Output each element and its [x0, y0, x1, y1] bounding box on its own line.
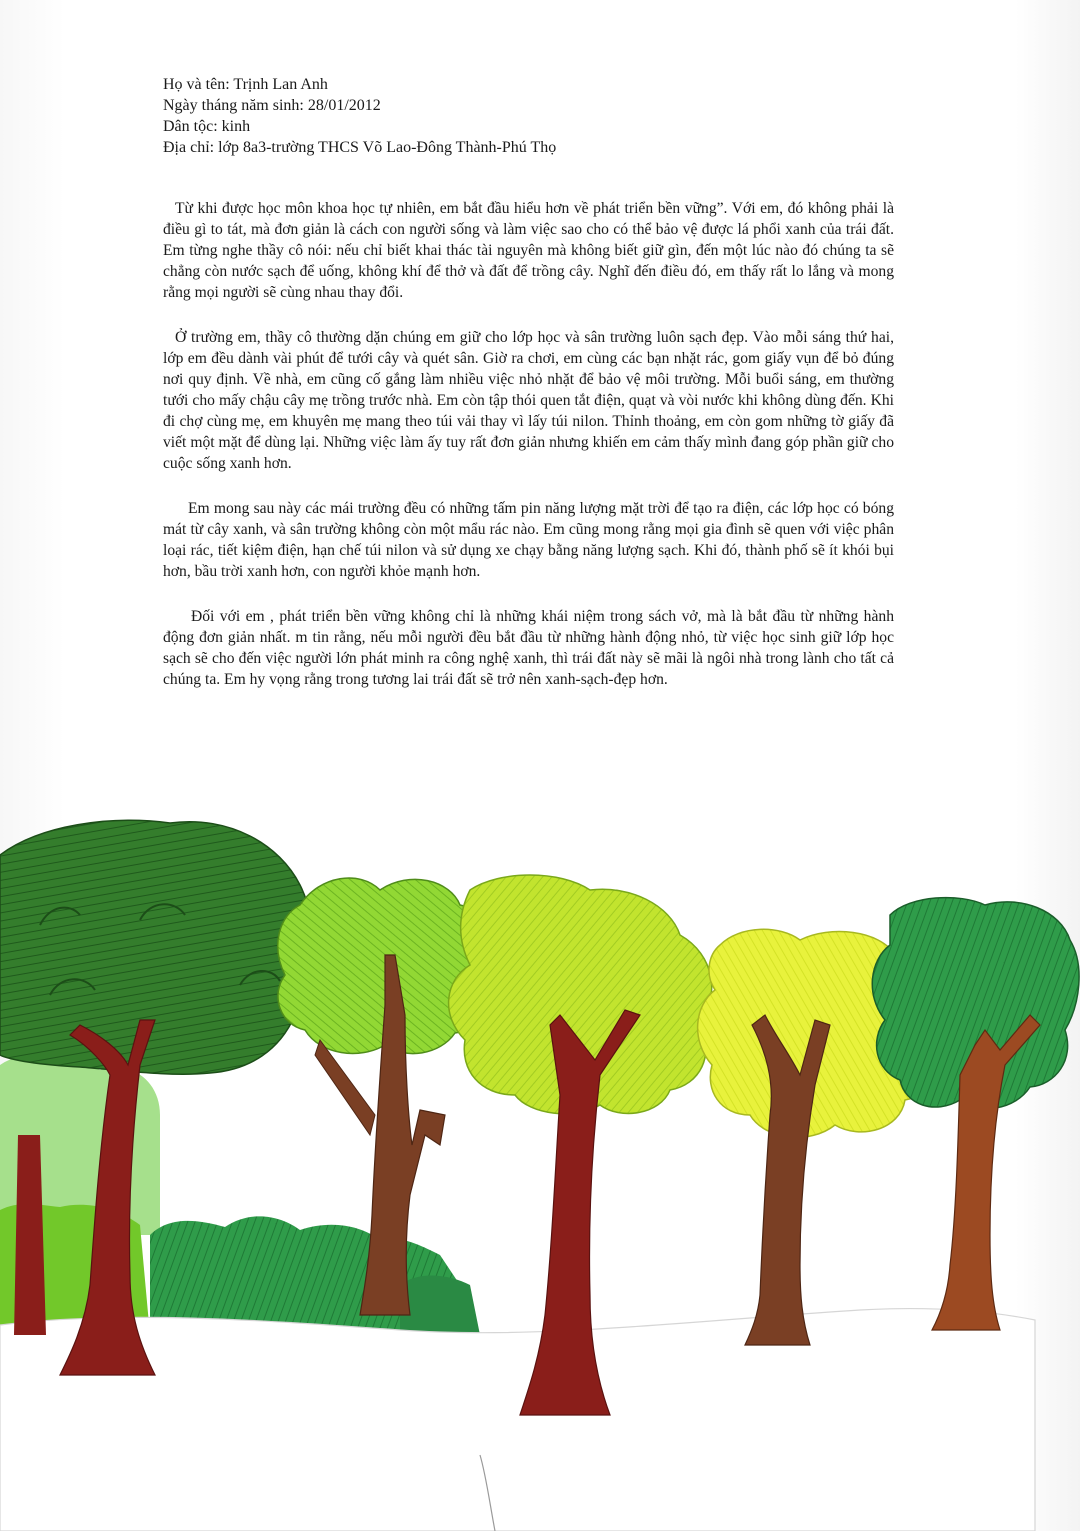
- tree-teal-green: [872, 898, 1079, 1330]
- forest-drawing: [0, 815, 1080, 1531]
- ground-hill: [0, 1309, 1035, 1531]
- essay-paragraph-2: Ở trường em, thầy cô thường dặn chúng em giữ cho lớp học và sân trường luôn sạch đẹp. Vào mỗi sáng thứ hai, lớp em đều dành vài phút để tưới cây và quét sân. Giờ ra chơi, em cùng các bạn nhặt rác, gom giấy vụn để bỏ đúng nơi quy định. Về nhà, em cũng cố gắng làm nhiều việc nhỏ nhặt để bảo vệ môi trường. Mỗi buổi sáng, em thường tưới cho mấy chậu cây mẹ trồng trước nhà. Em còn tập thói quen tắt điện, quạt và vòi nước khi không dùng đến. Khi đi chợ cùng mẹ, em khuyên mẹ mang theo túi vải thay vì lấy túi nilon. Thỉnh thoảng, em còn gom những tờ giấy đã viết một mặt để dùng lại. Những việc làm ấy tuy rất đơn giản nhưng khiến em cảm thấy mình đang góp phần giữ cho cuộc sống xanh hơn.: [163, 329, 894, 472]
- essay-paragraph-3: Em mong sau này các mái trường đều có những tấm pin năng lượng mặt trời để tạo ra điện, các lớp học có bóng mát từ cây xanh, và sân trường không còn một mẩu rác nào. Em cũng mong rằng mọi gia đình sẽ quen với việc phân loại rác, tiết kiệm điện, hạn chế túi nilon và sử dụng xe chạy bằng năng lượng sạch. Khi đó, thành phố sẽ ít khói bụi hơn, bầu trời xanh hơn, con người khỏe mạnh hơn.: [163, 500, 894, 580]
- author-dob: Ngày tháng năm sinh: 28/01/2012: [163, 97, 381, 114]
- essay-paragraph-4: Đối với em , phát triển bền vững không chỉ là những khái niệm trong sách vở, mà là bắt đầu từ những hành động đơn giản nhất. m tin rằng, nếu mỗi người đều bắt đầu từ những hành động nhỏ, từ việc học sinh giữ lớp học sạch sẽ cho đến việc người lớn phát minh ra công nghệ xanh, thì trái đất này sẽ mãi là ngôi nhà trong lành cho tất cả chúng ta. Em hy vọng rằng trong tương lai trái đất sẽ trở nên xanh-sạch-đẹp hơn.: [163, 608, 894, 688]
- essay-paragraph-1: Từ khi được học môn khoa học tự nhiên, em bắt đầu hiểu hơn về phát triển bền vững”. Với em, đó không phải là điều gì to tát, mà đơn giản là cách con người sống và làm việc sao cho có thể bảo vệ được lá phổi xanh của trái đất. Em từng nghe thầy cô nói: nếu chỉ biết khai thác tài nguyên mà không biết giữ gìn, đến một lúc nào đó chúng ta sẽ chẳng còn nước sạch để uống, không khí để thở và đất để trồng cây. Nghĩ đến điều đó, em thấy rất lo lắng và mong rằng mọi người sẽ cùng nhau thay đổi.: [163, 200, 894, 301]
- author-info: [163, 74, 863, 158]
- author-name: Họ và tên: Trịnh Lan Anh: [163, 76, 328, 93]
- author-address: Địa chỉ: lớp 8a3-trường THCS Võ Lao-Đông Thành-Phú Thọ: [163, 139, 557, 156]
- author-ethnicity: Dân tộc: kinh: [163, 118, 251, 135]
- essay-body: [163, 198, 894, 714]
